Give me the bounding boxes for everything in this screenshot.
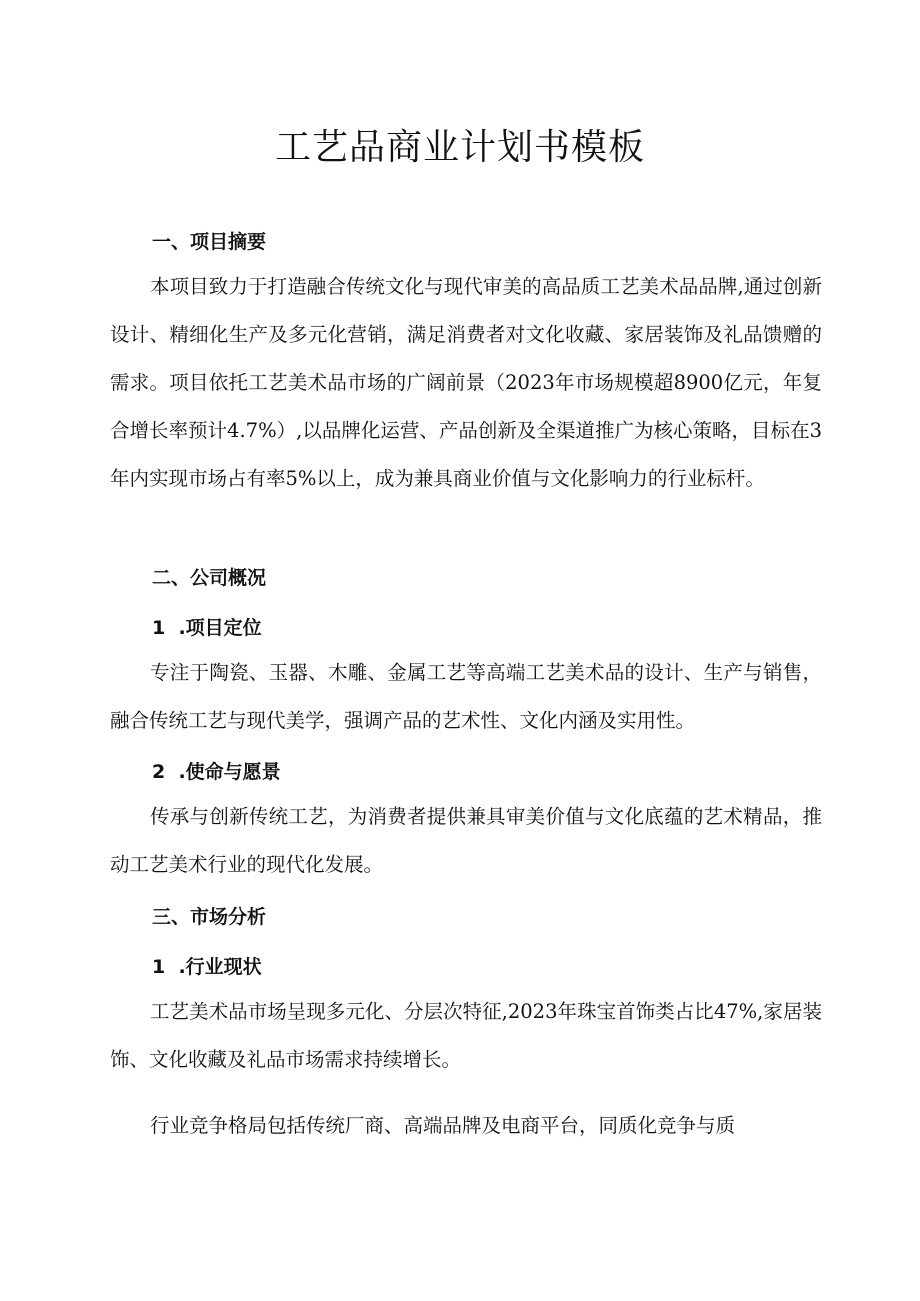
- subheading-positioning: 1 .项目定位: [152, 617, 262, 639]
- paragraph-mission: 传承与创新传统工艺，为消费者提供兼具审美价值与文化底蕴的艺术精品，推动工艺美术行业的现代化发展。: [110, 805, 822, 876]
- subheading-mission: 2 .使命与愿景: [152, 761, 281, 783]
- section-heading-summary: 一、项目摘要: [152, 231, 267, 253]
- subheading-industry: 1 .行业现状: [152, 956, 262, 978]
- document-title: 工艺品商业计划书模板: [274, 127, 645, 168]
- section-heading-company: 二、公司概况: [152, 567, 267, 589]
- paragraph-positioning: 专注于陶瓷、玉器、木雕、金属工艺等高端工艺美术品的设计、生产与销售，融合传统工艺与现代美学，强调产品的艺术性、文化内涵及实用性。: [110, 661, 822, 732]
- section-heading-market: 三、市场分析: [152, 906, 267, 928]
- paragraph-industry: 工艺美术品市场呈现多元化、分层次特征,2023年珠宝首饰类占比47%,家居装饰、文化收藏及礼品市场需求持续增长。: [110, 1000, 822, 1071]
- paragraph-competition: 行业竞争格局包括传统厂商、高端品牌及电商平台，同质化竞争与质: [150, 1114, 736, 1137]
- paragraph-summary: 本项目致力于打造融合传统文化与现代审美的高品质工艺美术品品牌,通过创新设计、精细化生产及多元化营销，满足消费者对文化收藏、家居装饰及礼品馈赠的需求。项目依托工艺美术品市场的广阔前景（2023年市场规模超8900亿元，年复合增长率预计4.7%）,以品牌化运营、产品创新及全渠道推广为核心策略，目标在3年内实现市场占有率5%以上，成为兼具商业价值与文化影响力的行业标杆。: [110, 275, 822, 490]
